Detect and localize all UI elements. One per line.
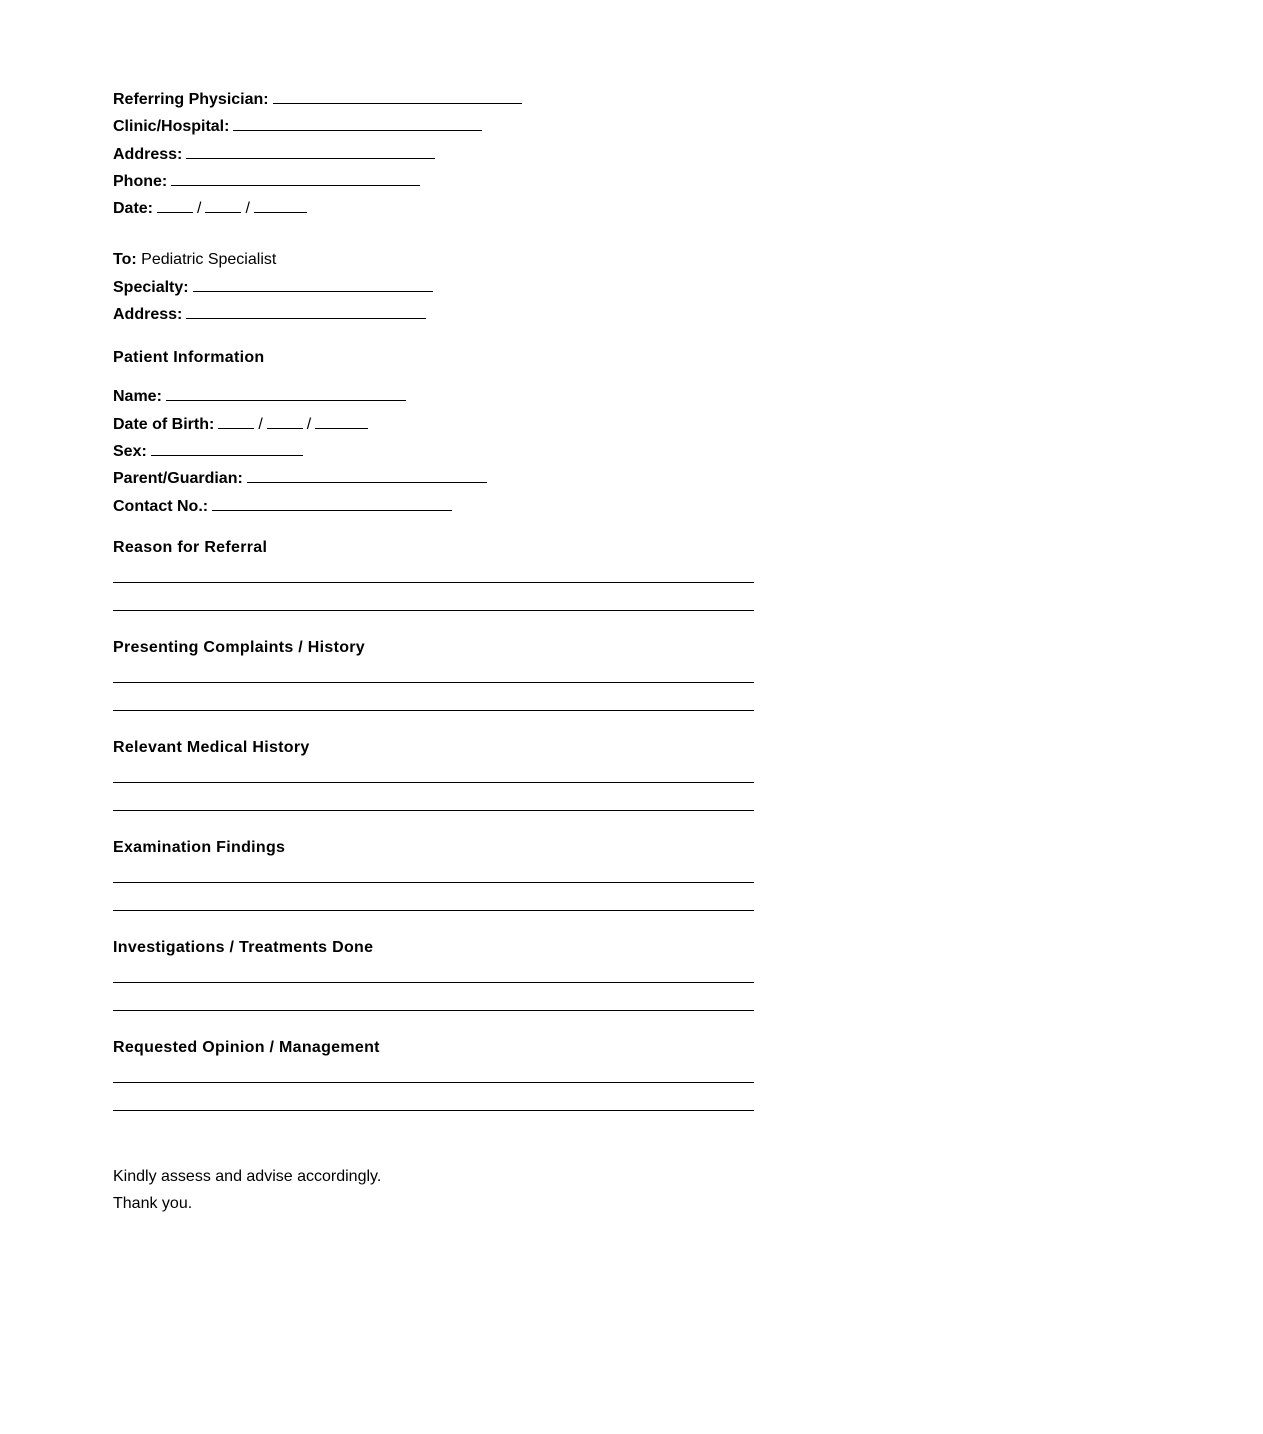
fill-line[interactable]	[113, 883, 754, 911]
fill-line[interactable]	[113, 758, 754, 783]
patient-name-blank[interactable]	[166, 385, 406, 401]
parent-guardian-field	[113, 465, 755, 492]
referring-physician-blank[interactable]	[273, 88, 522, 104]
specialty-label: Specialty:	[113, 278, 189, 296]
recipient-to-value: Pediatric Specialist	[141, 251, 277, 269]
referrer-phone-label: Phone:	[113, 172, 168, 190]
dob-year-blank[interactable]	[315, 413, 368, 429]
referral-date-field	[113, 195, 755, 222]
date-year-blank[interactable]	[254, 197, 307, 213]
dob-separator: /	[258, 415, 263, 433]
recipient-address-blank[interactable]	[186, 303, 426, 319]
fill-line[interactable]	[113, 683, 754, 711]
clinic-hospital-blank[interactable]	[233, 115, 482, 131]
section-relevant-medical-history	[113, 738, 755, 811]
date-separator: /	[245, 200, 250, 218]
sex-label: Sex:	[113, 442, 147, 460]
date-separator: /	[197, 200, 202, 218]
specialty-blank[interactable]	[193, 276, 433, 292]
fill-line[interactable]	[113, 783, 754, 811]
fill-line[interactable]	[113, 983, 754, 1011]
referrer-phone-field	[113, 168, 755, 195]
recipient-to-label: To:	[113, 251, 137, 269]
clinic-hospital-field	[113, 113, 755, 140]
referring-physician-field	[113, 86, 755, 113]
fill-line[interactable]	[113, 858, 754, 883]
recipient-address-field	[113, 301, 755, 328]
specialty-field	[113, 274, 755, 301]
contact-number-blank[interactable]	[212, 495, 452, 511]
section-title: Relevant Medical History	[113, 738, 310, 756]
section-title: Investigations / Treatments Done	[113, 938, 374, 956]
section-title: Examination Findings	[113, 838, 286, 856]
fill-line[interactable]	[113, 658, 754, 683]
fill-line[interactable]	[113, 583, 754, 611]
patient-name-field	[113, 383, 755, 410]
clinic-hospital-label: Clinic/Hospital:	[113, 118, 230, 136]
section-reason-for-referral	[113, 538, 755, 611]
referring-physician-label: Referring Physician:	[113, 91, 269, 108]
date-of-birth-label: Date of Birth:	[113, 415, 215, 433]
fill-line[interactable]	[113, 1058, 754, 1083]
contact-number-label: Contact No.:	[113, 497, 209, 515]
dob-separator: /	[306, 415, 312, 433]
referrer-address-field	[113, 141, 755, 168]
referral-form	[113, 86, 755, 1217]
dob-day-blank[interactable]	[218, 413, 254, 429]
section-title: Reason for Referral	[113, 538, 268, 556]
patient-name-label: Name:	[113, 388, 162, 406]
fill-line[interactable]	[113, 1083, 754, 1111]
section-title: Presenting Complaints / History	[113, 638, 366, 656]
section-examination-findings	[113, 838, 755, 911]
closing-line-thanks: Thank you.	[113, 1194, 193, 1212]
parent-guardian-label: Parent/Guardian:	[113, 470, 243, 488]
section-requested-opinion	[113, 1038, 755, 1111]
patient-information-heading: Patient Information	[113, 349, 265, 367]
referrer-address-label: Address:	[113, 145, 183, 163]
date-of-birth-field	[113, 411, 755, 438]
parent-guardian-blank[interactable]	[247, 467, 487, 483]
recipient-to-field	[113, 246, 755, 273]
date-day-blank[interactable]	[157, 197, 193, 213]
closing-line-assess: Kindly assess and advise accordingly.	[113, 1167, 382, 1185]
referral-date-label: Date:	[113, 200, 154, 218]
referrer-phone-blank[interactable]	[171, 170, 420, 186]
sex-blank[interactable]	[151, 440, 303, 456]
section-title: Requested Opinion / Management	[113, 1038, 380, 1056]
dob-month-blank[interactable]	[267, 413, 303, 429]
fill-line[interactable]	[113, 558, 754, 583]
contact-number-field	[113, 493, 755, 520]
referrer-address-blank[interactable]	[186, 143, 435, 159]
section-presenting-complaints	[113, 638, 755, 711]
fill-line[interactable]	[113, 958, 754, 983]
recipient-address-label: Address:	[113, 306, 183, 324]
section-investigations-treatments	[113, 938, 755, 1011]
date-month-blank[interactable]	[205, 197, 241, 213]
sex-field	[113, 438, 755, 465]
